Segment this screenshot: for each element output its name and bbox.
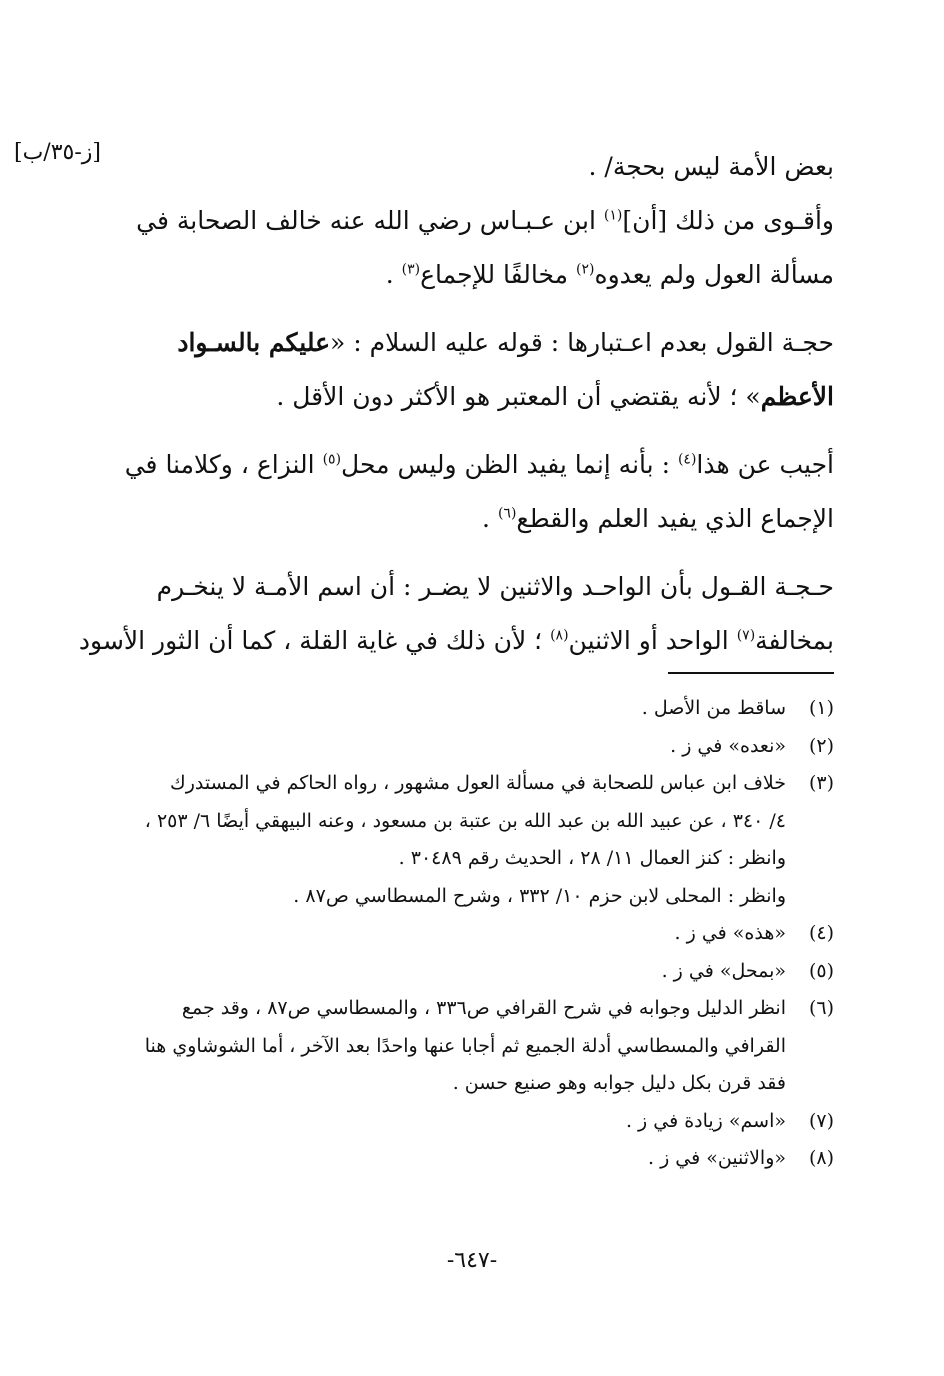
footnote-4 [128,915,834,953]
text-segment: مسألة العول ولم يعدوه [594,260,834,289]
footnote-number: (٥) [808,959,834,982]
footnote-text: انظر الدليل وجوابه في شرح القرافي ص٣٣٦ ، والمسطاسي ص٨٧ ، وقد جمع [181,997,786,1019]
text-line [128,248,834,302]
footnote-ref[interactable]: (٦) [497,505,517,522]
footnote-1 [128,690,834,728]
text-line [128,140,834,194]
footnote-ref[interactable]: (٥) [322,451,342,468]
footnote-ref[interactable]: (١) [603,207,623,224]
footnote-ref[interactable]: (٤) [677,451,697,468]
text-segment: بعض الأمة ليس بحجة/ . [588,152,834,181]
hadith-quote: الأعظم [760,382,834,411]
footnote-text: ساقط من الأصل . [641,697,786,719]
text-segment: الواحد أو الاثنين [568,626,737,655]
text-segment: : بأنه إنما يفيد الظن وليس محل [341,450,678,479]
footnote-text: ٤/ ٣٤٠ ، عن عبيد الله بن عبد الله بن عتبة بن مسعود ، وعنه البيهقي أيضًا ٦/ ٢٥٣ ، [144,809,786,832]
text-line [128,194,834,248]
footnotes [128,690,834,1178]
main-text [78,140,834,668]
footnote-number: (٧) [808,1109,834,1132]
text-segment: وأقـوى من ذلك [أن] [622,206,834,235]
text-segment: . [482,504,498,533]
footnote-text: وانظر : كنز العمال ١١/ ٢٨ ، الحديث رقم ٣٠٤٨٩ . [398,847,786,869]
footnote-number: (٣) [808,772,834,794]
page-number: -٦٤٧- [446,1248,498,1273]
text-segment: حجـة القول بعدم اعـتبارها : قوله عليه السلام : « [330,328,834,357]
text-line [128,560,834,614]
text-line [124,438,834,492]
footnote-text: «اسم» زيادة في ز . [625,1109,786,1132]
text-line [128,370,834,424]
text-segment: ؛ لأن ذلك في غاية القلة ، كما أن الثور الأسود [78,626,551,655]
text-segment: النزاع ، وكلامنا في [124,450,323,479]
footnote-text: القرافي والمسطاسي أدلة الجميع ثم أجابا عنها واحدًا بعد الآخر ، أما الشوشاوي هنا [144,1034,786,1057]
footnote-number: (٦) [808,997,834,1019]
footnote-ref[interactable]: (٨) [550,627,569,644]
footnote-text: «والاثنين» في ز . [647,1147,786,1169]
footnote-5 [128,953,834,991]
footnote-text: «هذه» في ز . [674,922,786,944]
footnote-7 [128,1103,834,1141]
text-line [128,316,834,370]
footnote-divider [668,672,834,674]
hadith-quote: عليكم بالسـواد [177,328,331,357]
footnote-8 [128,1140,834,1178]
text-segment: » ؛ لأنه يقتضي أن المعتبر هو الأكثر دون الأقل . [276,382,761,411]
text-segment: حـجـة القـول بأن الواحـد والاثنين لا يضـر : أن اسم الأمـة لا ينخـرم [156,572,834,601]
text-segment: مخالفًا للإجماع [420,260,577,289]
footnote-ref[interactable]: (٢) [576,261,595,278]
text-segment: . [385,260,402,289]
footnote-ref[interactable]: (٧) [736,627,756,644]
footnote-3 [128,765,834,915]
text-line [128,492,834,546]
footnote-text: فقد قرن بكل دليل جوابه وهو صنيع حسن . [452,1072,786,1094]
footnote-text: خلاف ابن عباس للصحابة في مسألة العول مشهور ، رواه الحاكم في المستدرك [170,772,786,794]
footnote-number: (٤) [808,922,834,944]
text-line [78,614,834,668]
text-segment: ابن عـبـاس رضي الله عنه خالف الصحابة في [136,206,604,235]
footnote-number: (٨) [808,1147,834,1169]
footnote-text: «نعده» في ز . [670,734,786,757]
text-segment: أجيب عن هذا [696,450,834,479]
footnote-ref[interactable]: (٣) [401,261,421,278]
footnote-number: (١) [808,697,834,719]
footnote-text: «بمحل» في ز . [661,959,786,982]
text-segment: بمخالفة [755,626,834,655]
text-segment: الإجماع الذي يفيد العلم والقطع [516,504,834,533]
footnote-6 [128,990,834,1103]
footnote-number: (٢) [808,734,834,757]
footnote-text: وانظر : المحلى لابن حزم ١٠/ ٣٣٢ ، وشرح المسطاسي ص٨٧ . [293,884,786,907]
footnote-2 [128,728,834,766]
manuscript-reference: [ز-٣٥/ب] [14,140,101,165]
